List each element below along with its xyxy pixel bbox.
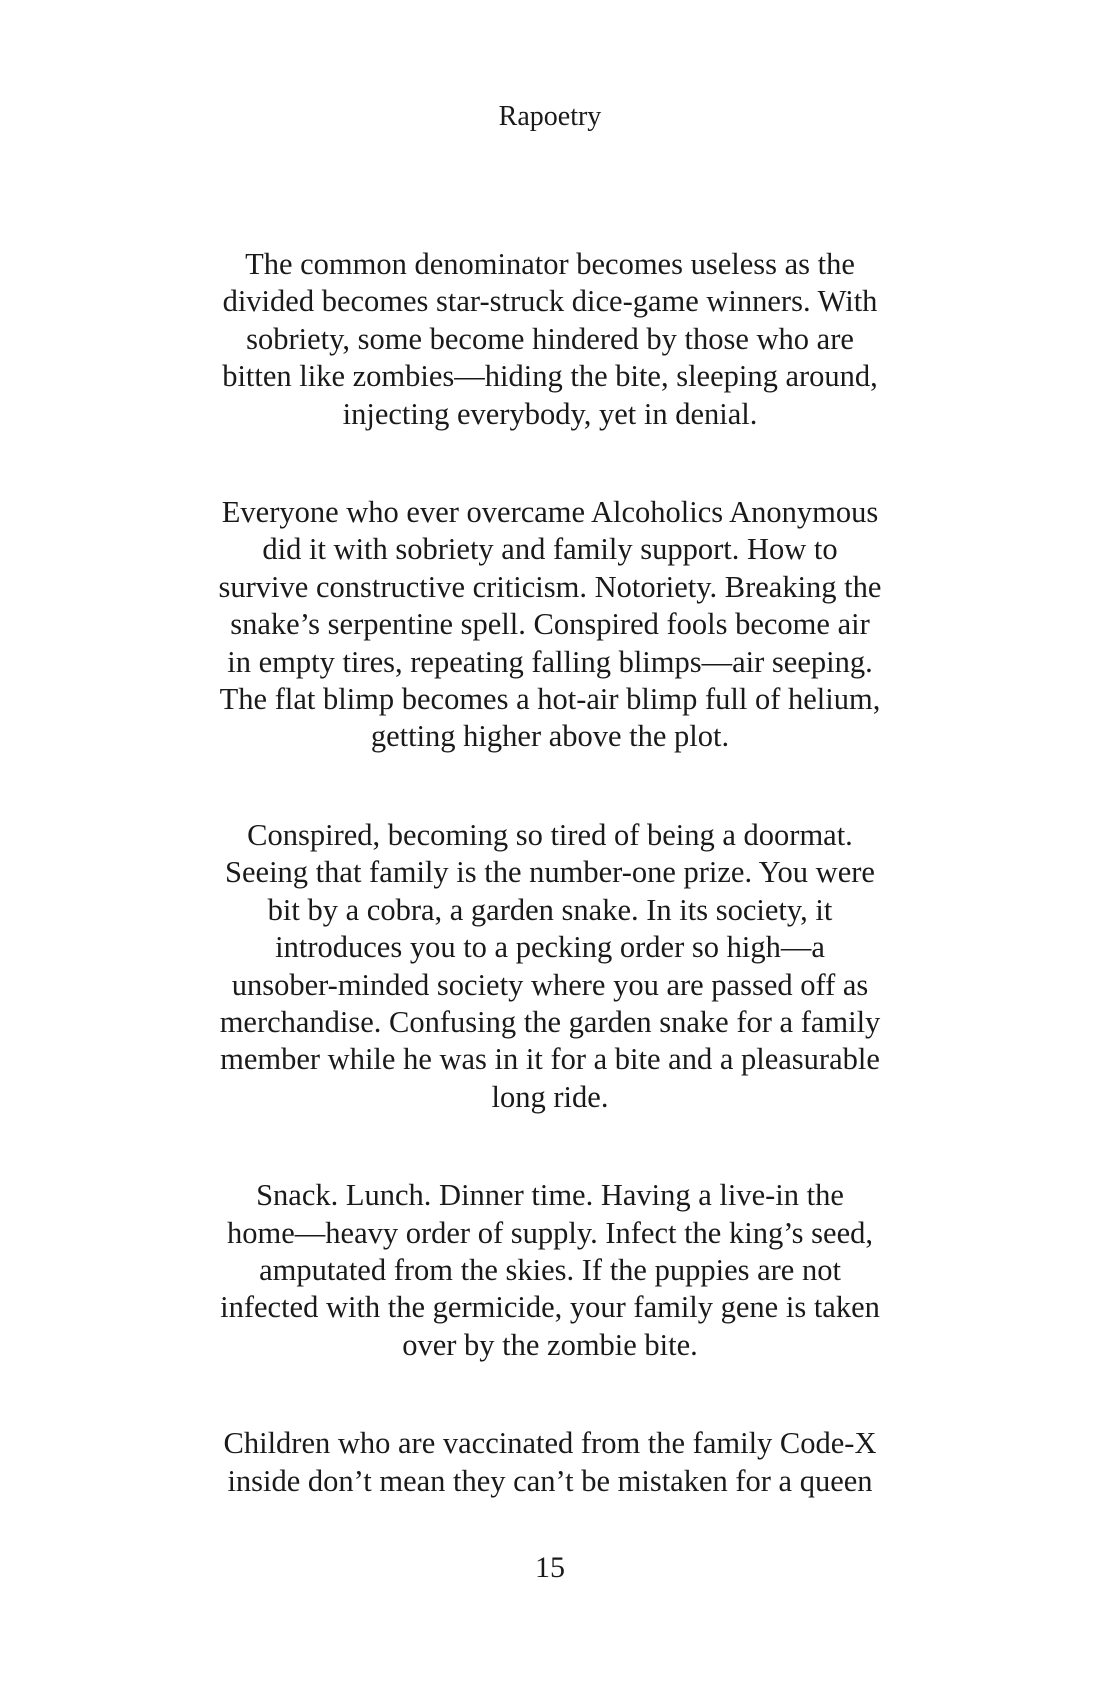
poem-line: Seeing that family is the number-one prize. You were [225, 855, 875, 890]
poem-line: long ride. [491, 1079, 609, 1114]
poem-line: infected with the germicide, your family gene is taken [220, 1290, 880, 1325]
poem-line: sobriety, some become hindered by those who are [246, 321, 854, 356]
poem-line: getting higher above the plot. [370, 719, 730, 754]
stanza-5 [195, 1425, 905, 1500]
poem-line: introduces you to a pecking order so high—a [275, 930, 825, 965]
poem-line: Children who are vaccinated from the family Code-X [223, 1426, 877, 1461]
running-header: Rapoetry [498, 101, 602, 132]
poem-line: did it with sobriety and family support. How to [262, 532, 838, 567]
poem-line: Everyone who ever overcame Alcoholics Anonymous [221, 495, 879, 530]
stanza-3 [195, 817, 905, 1116]
poem-line: survive constructive criticism. Notoriety. Breaking the [218, 569, 882, 604]
poem-line: unsober-minded society where you are passed off as [231, 967, 869, 1002]
poem-line: The flat blimp becomes a hot-air blimp full of helium, [219, 682, 881, 717]
stanza-2 [195, 494, 905, 756]
poem-line: Snack. Lunch. Dinner time. Having a live-in the [256, 1178, 844, 1213]
poem-line: bit by a cobra, a garden snake. In its society, it [267, 892, 833, 927]
poem-line: over by the zombie bite. [402, 1327, 698, 1362]
stanza-1 [195, 246, 905, 433]
stanza-4 [195, 1177, 905, 1364]
poem-line: home—heavy order of supply. Infect the king’s seed, [227, 1215, 873, 1250]
poem-line: injecting everybody, yet in denial. [342, 396, 758, 431]
poem-line: amputated from the skies. If the puppies are not [259, 1252, 841, 1287]
poem-line: bitten like zombies—hiding the bite, sleeping around, [222, 359, 878, 394]
poem-line: snake’s serpentine spell. Conspired fools become air [230, 607, 870, 642]
poem-line: Conspired, becoming so tired of being a doormat. [247, 817, 853, 852]
poem-line: The common denominator becomes useless as the [245, 247, 855, 281]
poem-line: merchandise. Confusing the garden snake for a family [219, 1004, 881, 1039]
poem-line: inside don’t mean they can’t be mistaken for a queen [227, 1463, 873, 1498]
poem-line: in empty tires, repeating falling blimps—air seeping. [227, 644, 873, 679]
page-number: 15 [535, 1551, 565, 1584]
poem-line: member while he was in it for a bite and a pleasurable [220, 1042, 880, 1077]
poem-line: divided becomes star-struck dice-game winners. With [222, 284, 878, 319]
poem-body [195, 246, 905, 1561]
